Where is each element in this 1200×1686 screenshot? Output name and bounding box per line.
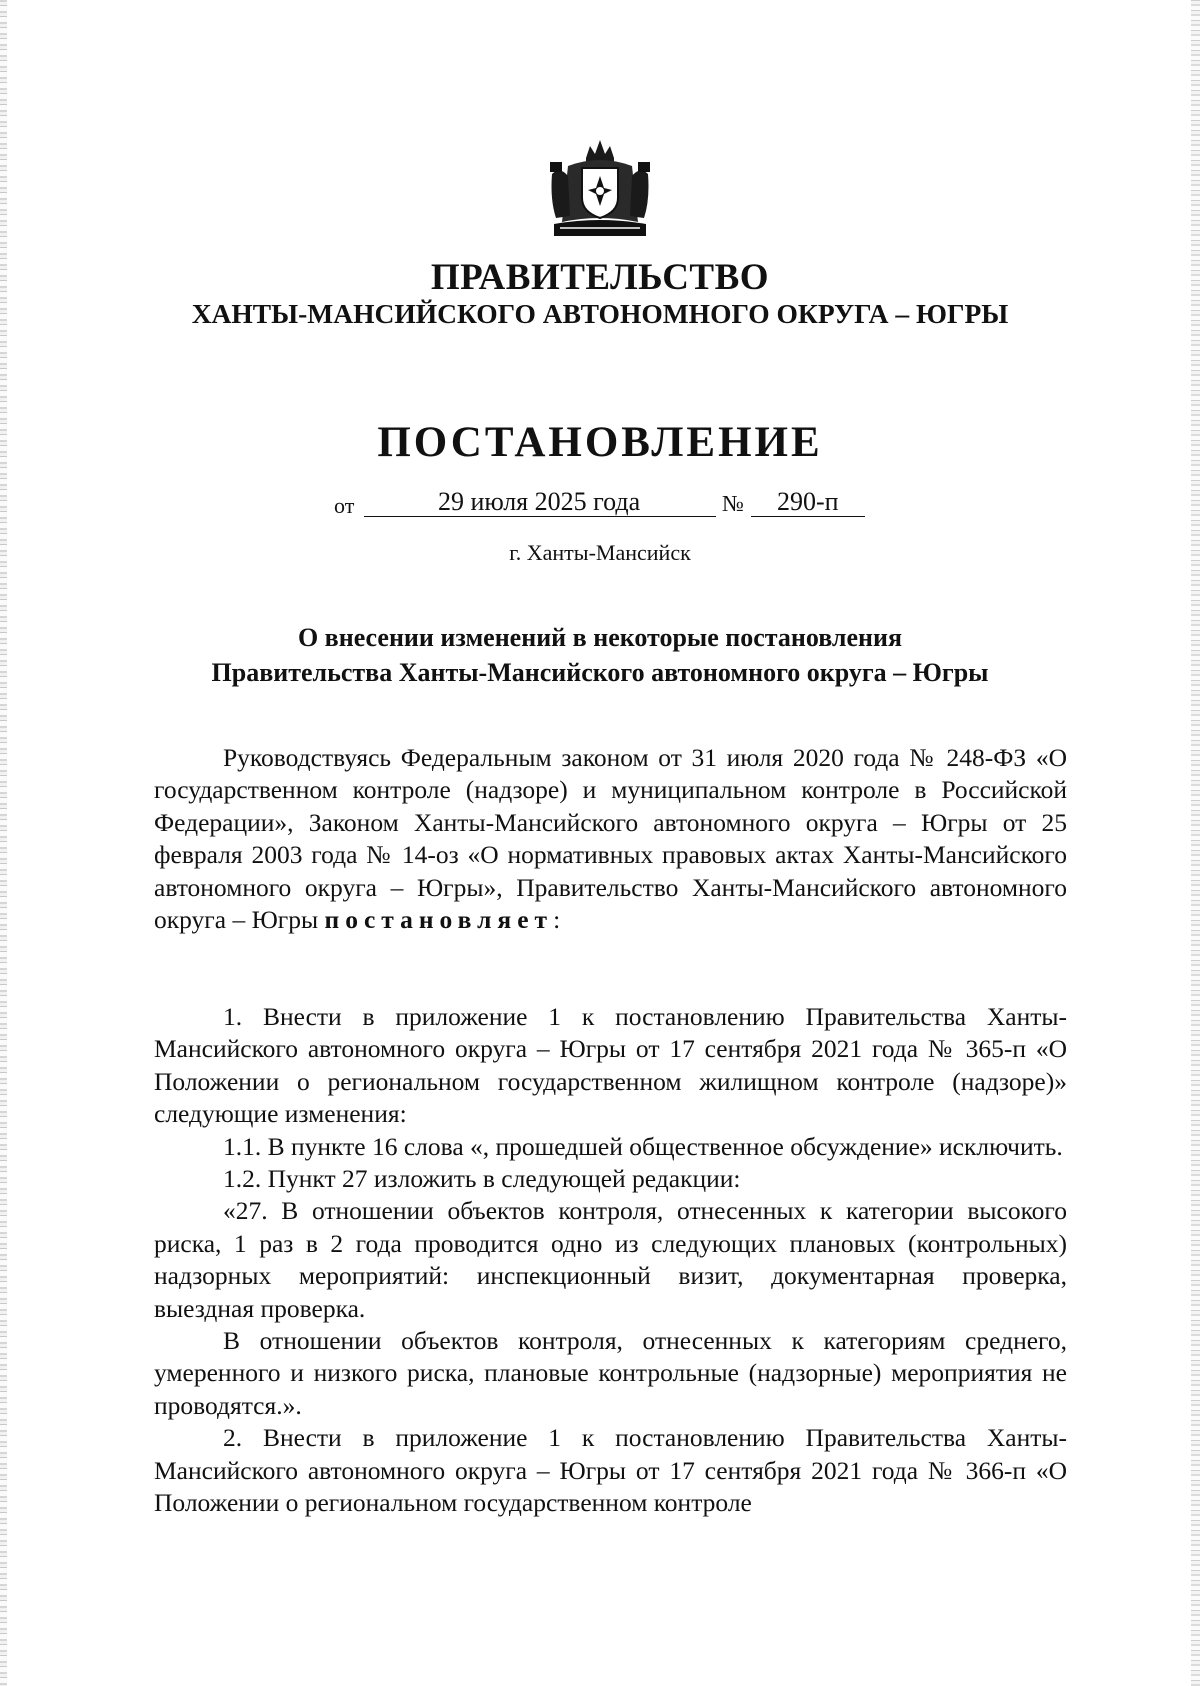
document-type-title: ПОСТАНОВЛЕНИЕ <box>377 419 823 466</box>
preamble-text: Руководствуясь Федеральным законом от 31 июля 2020 года № 248-ФЗ «О государственном контроле (надзоре) и муниципальном контроле в Российской Федерации», Законом Ханты-Мансийского автономного округа – Югры от 25 февраля 2003 года № 14-оз «О нормативных правовых актах Ханты-Мансийского автономного округа – Югры», Правительство Ханты-Мансийского автономного округа – Югры <box>154 743 1067 935</box>
date-from-label: от <box>334 493 355 518</box>
decides-word: постановляет <box>324 905 554 935</box>
item-1-1: 1.1. В пункте 16 слова «, прошедшей общественное обсуждение» исключить. <box>223 1131 1063 1161</box>
item-27-continuation: В отношении объектов контроля, отнесенных к категориям среднего, умеренного и низкого риска, плановые контрольные (надзорные) мероприятия не проводятся.». <box>154 1326 1067 1420</box>
item-1-2: 1.2. Пункт 27 изложить в следующей редакции: <box>223 1164 741 1194</box>
item-1: 1. Внести в приложение 1 к постановлению Правительства Ханты-Мансийского автономного округа – Югры от 17 сентября 2021 года № 365-п «О Положении о региональном государственном жилищном контроле (надзоре)» следующие изменения: <box>154 1002 1067 1129</box>
coat-of-arms-emblem <box>546 136 654 240</box>
document-subject <box>0 620 1200 690</box>
subject-line-1: О внесении изменений в некоторые постановления <box>297 623 903 652</box>
item-2: 2. Внести в приложение 1 к постановлению Правительства Ханты-Мансийского автономного округа – Югры от 17 сентября 2021 года № 366-п «О Положении о региональном государственном контроле <box>154 1423 1067 1518</box>
scan-edge-right <box>1191 0 1200 1686</box>
organization-title: ПРАВИТЕЛЬСТВО <box>430 257 770 298</box>
organization-subtitle: ХАНТЫ-МАНСИЙСКОГО АВТОНОМНОГО ОКРУГА – ЮГРЫ <box>191 298 1009 329</box>
number-label: № <box>722 491 744 516</box>
document-meta-row <box>0 487 1200 521</box>
subject-line-2: Правительства Ханты-Мансийского автономного округа – Югры <box>211 658 989 687</box>
document-date: 29 июля 2025 года <box>438 487 641 516</box>
document-place: г. Ханты-Мансийск <box>509 540 691 565</box>
item-27-quote: «27. В отношении объектов контроля, отнесенных к категории высокого риска, 1 раз в 2 года проводится одно из следующих плановых (контрольных) надзорных мероприятий: инспекционный визит, документарная проверка, выездная проверка. <box>154 1196 1067 1323</box>
document-number: 290-п <box>777 487 839 516</box>
preamble-paragraph <box>154 742 1067 936</box>
items-section <box>154 1001 1067 1520</box>
preamble-colon: : <box>553 905 561 935</box>
scan-edge-left <box>0 0 7 1686</box>
